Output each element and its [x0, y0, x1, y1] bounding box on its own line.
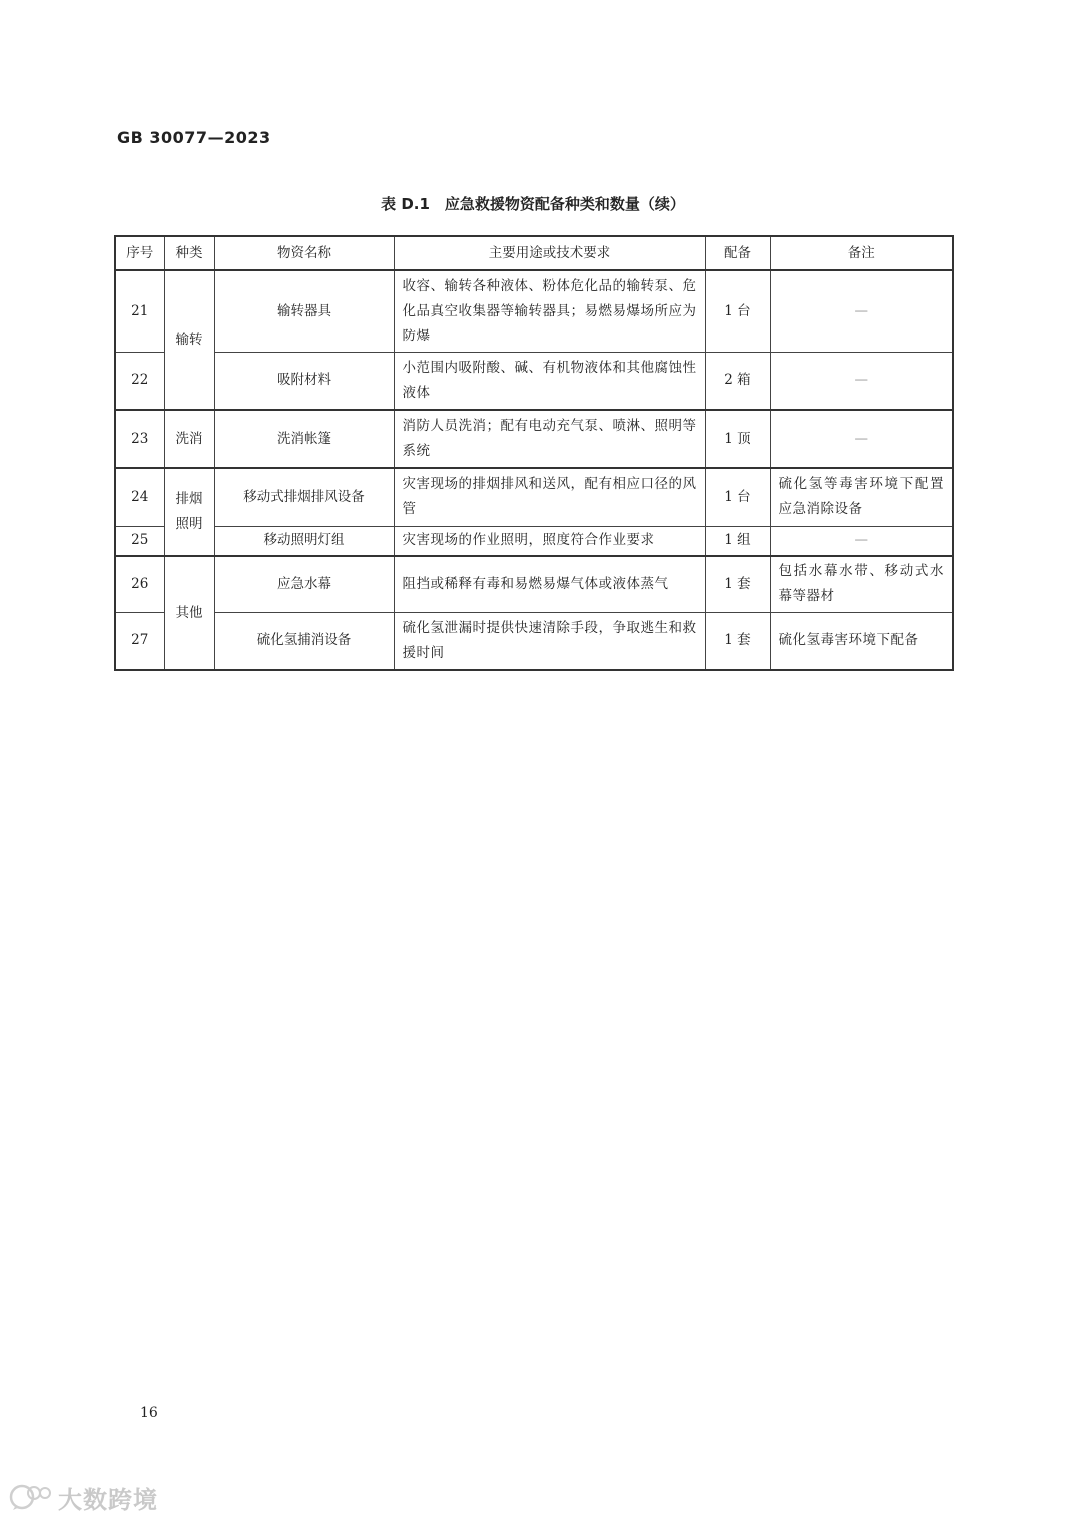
item-name: 输转器具	[214, 270, 394, 352]
item-use: 灾害现场的作业照明，照度符合作业要求	[394, 526, 705, 556]
table-title: 表 D.1 应急救援物资配备种类和数量（续）	[381, 195, 685, 213]
table-row	[115, 556, 953, 612]
item-quantity: 1 套	[705, 612, 770, 670]
item-note: —	[770, 526, 953, 556]
item-note: 硫化氢毒害环境下配备	[770, 612, 953, 670]
table-row	[115, 410, 953, 468]
item-note: 硫化氢等毒害环境下配置应急消除设备	[770, 468, 953, 526]
header-cell-category: 种类	[164, 236, 214, 270]
item-note: —	[770, 410, 953, 468]
item-use: 灾害现场的排烟排风和送风，配有相应口径的风管	[394, 468, 705, 526]
header-cell-name: 物资名称	[214, 236, 394, 270]
document-id: GB 30077—2023	[117, 128, 271, 147]
table-row	[115, 270, 953, 352]
item-quantity: 2 箱	[705, 352, 770, 410]
item-name: 移动式排烟排风设备	[214, 468, 394, 526]
item-use: 阻挡或稀释有毒和易燃易爆气体或液体蒸气	[394, 556, 705, 612]
header-cell-use: 主要用途或技术要求	[394, 236, 705, 270]
chat-bubble-logo-icon	[8, 1483, 52, 1511]
header-cell-no: 序号	[115, 236, 164, 270]
header-cell-qty: 配备	[705, 236, 770, 270]
row-number: 25	[115, 526, 164, 556]
header-cell-note: 备注	[770, 236, 953, 270]
item-use: 小范围内吸附酸、碱、有机物液体和其他腐蚀性液体	[394, 352, 705, 410]
category-cell: 输转	[164, 270, 214, 410]
row-number: 27	[115, 612, 164, 670]
table-row	[115, 468, 953, 526]
row-number: 22	[115, 352, 164, 410]
page-number: 16	[140, 1405, 158, 1421]
item-name: 应急水幕	[214, 556, 394, 612]
item-note: 包括水幕水带、移动式水幕等器材	[770, 556, 953, 612]
item-use: 收容、输转各种液体、粉体危化品的输转泵、危化品真空收集器等输转器具；易燃易爆场所应为防爆	[394, 270, 705, 352]
category-cell: 其他	[164, 556, 214, 670]
supplies-table	[114, 235, 954, 671]
category-cell: 洗消	[164, 410, 214, 468]
item-name: 硫化氢捕消设备	[214, 612, 394, 670]
row-number: 26	[115, 556, 164, 612]
row-number: 23	[115, 410, 164, 468]
item-quantity: 1 台	[705, 468, 770, 526]
row-number: 21	[115, 270, 164, 352]
table-row	[115, 352, 953, 410]
item-name: 洗消帐篷	[214, 410, 394, 468]
item-note: —	[770, 270, 953, 352]
watermark	[8, 1480, 158, 1514]
item-quantity: 1 顶	[705, 410, 770, 468]
row-number: 24	[115, 468, 164, 526]
table-header-row	[115, 236, 953, 270]
item-quantity: 1 组	[705, 526, 770, 556]
item-note: —	[770, 352, 953, 410]
item-name: 吸附材料	[214, 352, 394, 410]
table-row	[115, 526, 953, 556]
watermark-text: 大数跨境	[58, 1485, 158, 1514]
item-use: 消防人员洗消；配有电动充气泵、喷淋、照明等系统	[394, 410, 705, 468]
category-cell: 排烟照明	[164, 468, 214, 556]
item-use: 硫化氢泄漏时提供快速清除手段，争取逃生和救援时间	[394, 612, 705, 670]
item-quantity: 1 台	[705, 270, 770, 352]
table-row	[115, 612, 953, 670]
item-name: 移动照明灯组	[214, 526, 394, 556]
item-quantity: 1 套	[705, 556, 770, 612]
